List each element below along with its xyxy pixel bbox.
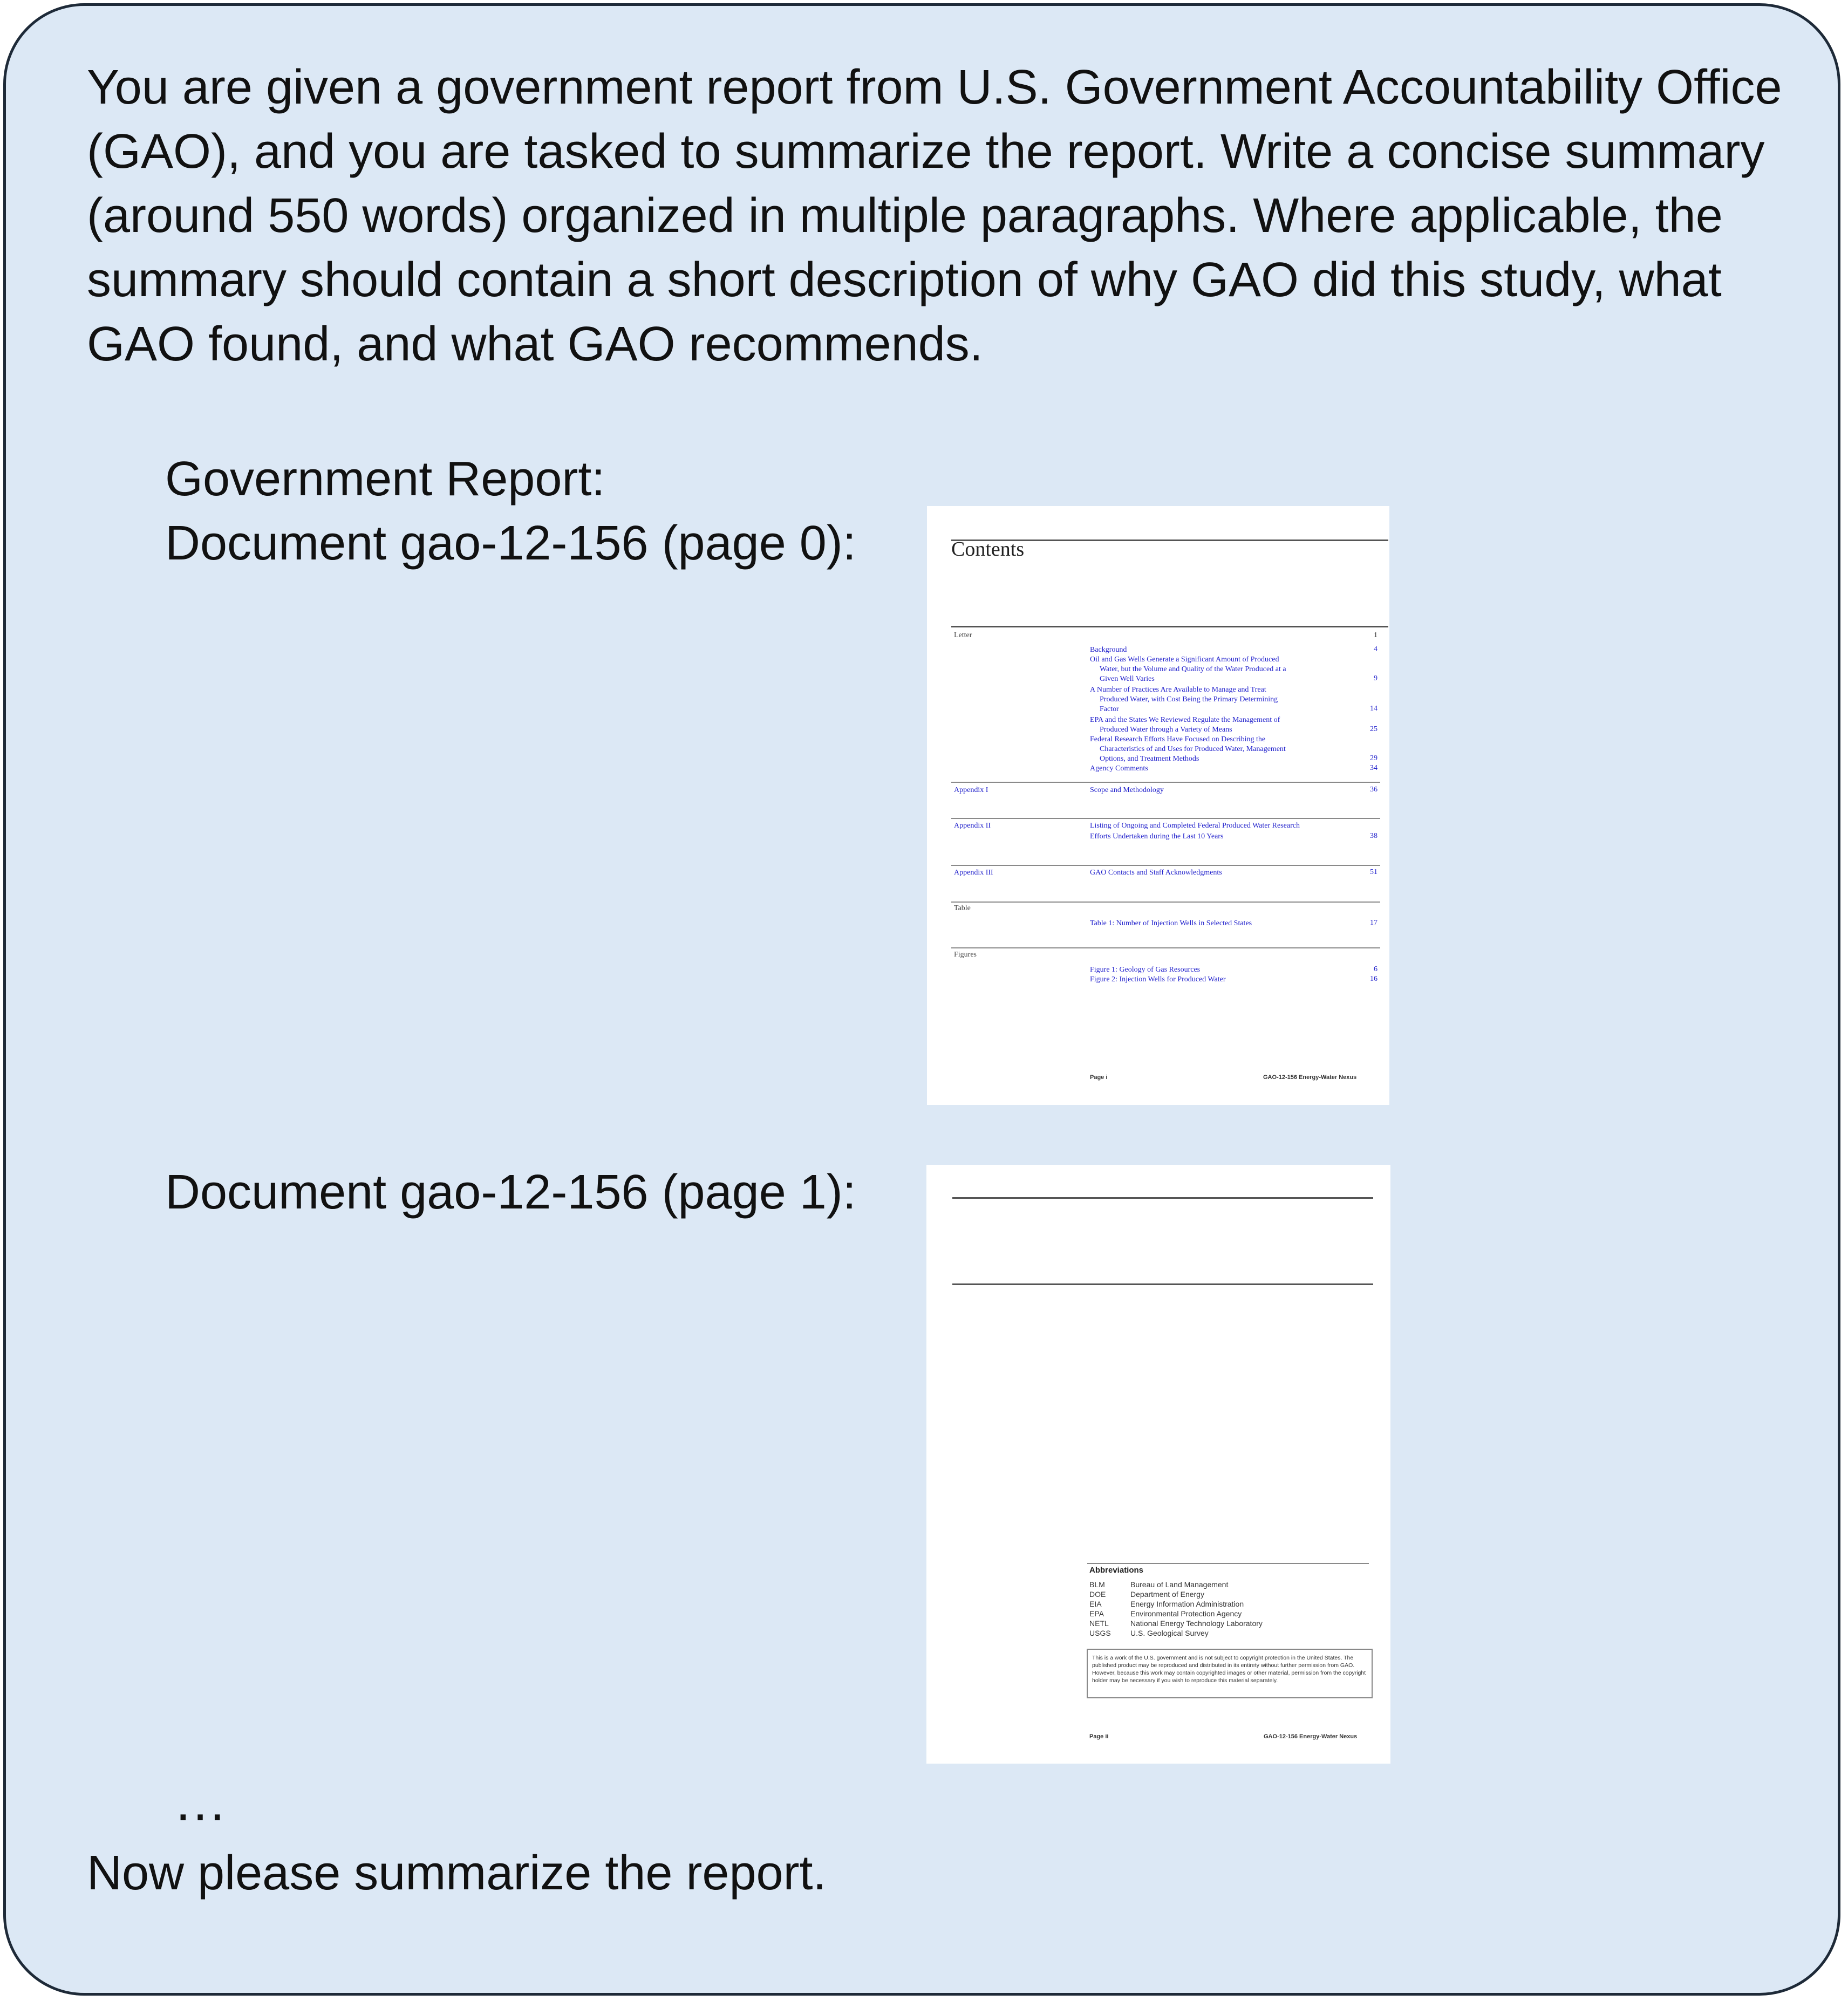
contents-title: Contents — [951, 538, 1025, 561]
abbr-code: EPA — [1089, 1609, 1104, 1618]
figure2-page: 16 — [1370, 975, 1378, 983]
closing-instruction: Now please summarize the report. — [87, 1846, 827, 1900]
toc-page-epa-states: 25 — [1370, 725, 1378, 733]
table-page: 17 — [1370, 919, 1378, 927]
abbr-code: BLM — [1089, 1580, 1105, 1589]
toc-item-practices-cont2[interactable]: Factor — [1100, 705, 1119, 713]
toc-page-oil-gas-wells: 9 — [1374, 674, 1378, 682]
abbr-name: Energy Information Administration — [1130, 1600, 1244, 1608]
appendix3-title[interactable]: GAO Contacts and Staff Acknowledgments — [1090, 869, 1222, 877]
toc-page-background: 4 — [1374, 645, 1378, 653]
page-0-thumbnail — [927, 506, 1389, 1105]
appendix1-page: 36 — [1370, 786, 1378, 794]
abbr-code: USGS — [1089, 1629, 1111, 1637]
abbreviations-rule — [1087, 1563, 1369, 1564]
figures-rule — [951, 947, 1380, 948]
abbr-name: Environmental Protection Agency — [1130, 1609, 1242, 1618]
toc-item-epa-states[interactable]: EPA and the States We Reviewed Regulate the Management of — [1090, 716, 1280, 724]
appendix2-title-cont[interactable]: Efforts Undertaken during the Last 10 Years — [1090, 832, 1224, 841]
abbr-name: U.S. Geological Survey — [1130, 1629, 1209, 1637]
toc-item-epa-states-cont[interactable]: Produced Water through a Variety of Means — [1100, 726, 1232, 734]
abbr-code: DOE — [1089, 1590, 1106, 1599]
page1-footer-report: GAO-12-156 Energy-Water Nexus — [1264, 1733, 1358, 1740]
toc-page-practices: 14 — [1370, 705, 1378, 713]
task-instructions: You are given a government report from U.S. Government Accountability Office (GAO), and you are tasked to summarize the report. Write a concise summary (around 550 words) organized in multiple paragraphs. Where applicable, the summary should contain a short description of why GAO did this study, what GAO found, and what GAO recommends. — [87, 60, 1782, 371]
appendix2-title[interactable]: Listing of Ongoing and Completed Federal Produced Water Research — [1090, 822, 1300, 830]
page-1-thumbnail — [926, 1165, 1390, 1764]
abbreviations-title: Abbreviations — [1089, 1566, 1144, 1575]
report-label: Government Report: — [165, 452, 605, 506]
table-item[interactable]: Table 1: Number of Injection Wells in Selected States — [1090, 919, 1252, 927]
figure1-item[interactable]: Figure 1: Geology of Gas Resources — [1090, 966, 1201, 974]
appendix2-label: Appendix II — [954, 822, 991, 830]
toc-page-agency-comments: 34 — [1370, 764, 1378, 772]
table-rule — [951, 902, 1380, 903]
toc-item-oil-gas-wells[interactable]: Oil and Gas Wells Generate a Significant Amount of Produced — [1090, 655, 1279, 664]
abbr-code: NETL — [1089, 1619, 1109, 1628]
appendix1-rule — [951, 782, 1380, 783]
doc0-label: Document gao-12-156 (page 0): — [165, 516, 856, 570]
figure1-page: 6 — [1374, 965, 1378, 973]
toc-item-background[interactable]: Background — [1090, 646, 1127, 654]
appendix1-label: Appendix I — [954, 786, 988, 794]
toc-page-federal-research: 29 — [1370, 754, 1378, 762]
top-rule-2 — [952, 1283, 1373, 1285]
section-rule — [951, 626, 1388, 627]
figure2-item[interactable]: Figure 2: Injection Wells for Produced Water — [1090, 975, 1226, 984]
page1-footer-page: Page ii — [1089, 1733, 1109, 1740]
letter-label: Letter — [954, 631, 972, 639]
page0-footer-report: GAO-12-156 Energy-Water Nexus — [1263, 1074, 1357, 1081]
abbr-name: Bureau of Land Management — [1130, 1580, 1229, 1589]
appendix1-title[interactable]: Scope and Methodology — [1090, 786, 1164, 794]
toc-item-federal-research[interactable]: Federal Research Efforts Have Focused on Describing the — [1090, 735, 1266, 743]
table-label: Table — [954, 904, 971, 912]
abbr-code: EIA — [1089, 1600, 1102, 1608]
figures-label: Figures — [954, 951, 977, 959]
copyright-notice: This is a work of the U.S. government and is not subject to copyright protection in the United States. The published product may be reproduced and distributed in its entirety without further permission from GAO. However, because this work may contain copyrighted images or other material, permission from the copyright holder may be necessary if you wish to reproduce this material separately. — [1087, 1649, 1373, 1698]
appendix3-page: 51 — [1370, 868, 1378, 876]
abbr-name: National Energy Technology Laboratory — [1130, 1619, 1263, 1628]
top-rule-1 — [952, 1197, 1373, 1199]
page0-footer-page: Page i — [1090, 1074, 1108, 1081]
toc-item-federal-research-cont2[interactable]: Options, and Treatment Methods — [1100, 755, 1199, 763]
ellipsis: … — [173, 1772, 227, 1832]
toc-item-agency-comments[interactable]: Agency Comments — [1090, 764, 1148, 773]
letter-page: 1 — [1374, 631, 1378, 639]
toc-item-practices-cont[interactable]: Produced Water, with Cost Being the Primary Determining — [1100, 695, 1278, 704]
appendix2-rule — [951, 818, 1380, 819]
toc-item-oil-gas-wells-cont2[interactable]: Given Well Varies — [1100, 675, 1155, 683]
toc-item-federal-research-cont[interactable]: Characteristics of and Uses for Produced Water, Management — [1100, 745, 1286, 753]
doc1-label: Document gao-12-156 (page 1): — [165, 1165, 856, 1219]
appendix3-label: Appendix III — [954, 869, 993, 877]
toc-item-practices[interactable]: A Number of Practices Are Available to Manage and Treat — [1090, 686, 1266, 694]
abbr-name: Department of Energy — [1130, 1590, 1204, 1599]
toc-item-oil-gas-wells-cont[interactable]: Water, but the Volume and Quality of the Water Produced at a — [1100, 665, 1286, 673]
prompt-card — [3, 3, 1840, 1996]
appendix3-rule — [951, 865, 1380, 866]
appendix2-page: 38 — [1370, 832, 1378, 840]
